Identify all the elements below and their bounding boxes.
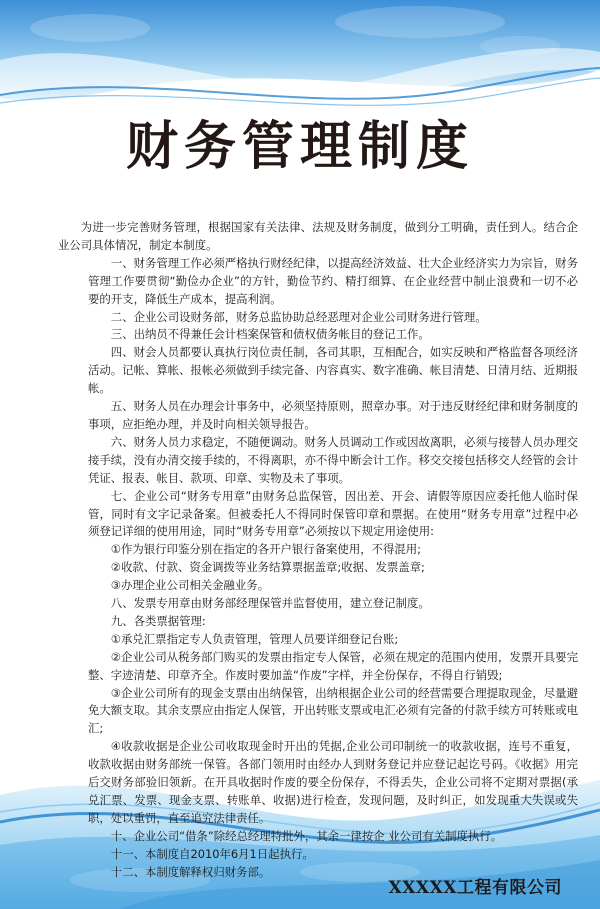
company-name: XXXXX工程有限公司 xyxy=(388,878,562,898)
clause: 十二、本制度解释权归财务部。 xyxy=(110,864,271,879)
sub-clause: ③企业公司所有的现金支票由出纳保管，出纳根据企业公司的经营需要合理提取现金，尽量避免大额支取。其余支票应由指定人保管，开出转账支票或电汇必须有完备的付款手续方可转账或电汇; xyxy=(88,685,578,736)
sub-clause: ②收款、付款、资金调拨等业务结算票据盖章;收据、发票盖章; xyxy=(110,560,425,575)
clause: 八、发票专用章由财务部经理保管并监督使用，建立登记制度。 xyxy=(110,596,430,611)
sub-clause: ①作为银行印鉴分别在指定的各开户银行备案使用，不得混用; xyxy=(110,542,422,557)
sub-clause: ④收款收据是企业公司收取现金时开出的凭据,企业公司印制统一的收款收据，连号不重复，收款收据由财务部统一保管。各部门领用时由经办人到财务登记并应登记起讫号码。《收据》用完后交财务部验旧领新。在开具收据时作废的要全份保存，不得丢失，企业公司将不定期对票据(承兑汇票、发票、现金支票、转账单、收据)进行检查，发现问题，及时纠正，如发现重大失误或失职，处以重罚，直至追究法律责任。 xyxy=(88,739,578,825)
page-title: 财务管理制度 xyxy=(125,117,474,177)
clause: 一、财务管理工作必须严格执行财经纪律，以提高经济效益、壮大企业经济实力为宗旨，财务管理工作要贯彻“勤俭办企业”的方针，勤俭节约、精打细算、在企业经营中制止浪费和一切不必要的开支，降低生产成本，提高利润。 xyxy=(88,255,578,306)
sub-clause: ①承兑汇票指定专人负责管理，管理人员要详细登记台账; xyxy=(110,631,399,646)
clause: 二、企业公司设财务部，财务总监协助总经恶理对企业公司财务进行管理。 xyxy=(110,309,487,324)
document-body xyxy=(58,219,578,882)
sub-clause: ②企业公司从税务部门购买的发票由指定专人保管，必须在规定的范围内使用，发票开具要完整、字迹清楚、印章齐全。作废时要加盖“作废”字样，并全份保存，不得自行销毁; xyxy=(88,649,578,682)
intro-paragraph: 为进一步完善财务管理，根据国家有关法律、法规及财务制度，做到分工明确，责任到人。结合企业公司具体情况，制定本制度。 xyxy=(58,220,578,252)
clause: 四、财会人员都要认真执行岗位责任制，各司其职，互相配合，如实反映和严格监督各项经济活动。记帐、算帐、报帐必须做到手续完备、内容真实、数字准确、帐目清楚、日清月结、近期报帐。 xyxy=(88,345,578,396)
clause: 七、企业公司“财务专用章”由财务总监保管，因出差、开会、请假等原因应委托他人临时保管，同时有文字记录备案。但被委托人不得同时保管印章和票据。在使用“财务专用章”过程中必须登记详细的使用用途，同时“财务专用章”必须按以下规定用途使用: xyxy=(88,488,578,539)
clause: 十、企业公司“借条”除经总经理特批外，其余一律按企 业公司有关制度执行。 xyxy=(110,828,503,843)
clause: 三、出纳员不得兼任会计档案保管和债权债务帐目的登记工作。 xyxy=(110,327,430,342)
clause: 六、财务人员力求稳定，不随便调动。财务人员调动工作或因故离职，必须与接替人员办理交接手续，没有办清交接手续的，不得离职，亦不得中断会计工作。移交交接包括移交人经管的会计凭证、报表、帐目、款项、印章、实物及未了事项。 xyxy=(88,434,578,485)
clause: 十一、本制度自2010年6月1日起执行。 xyxy=(110,846,314,861)
clause: 五、财务人员在办理会计事务中，必须坚持原则，照章办事。对于违反财经纪律和财务制度的事项，应拒绝办理，并及时向相关领导报告。 xyxy=(88,399,578,431)
clause: 九、各类票据管理: xyxy=(110,613,206,628)
sub-clause: ③办理企业公司相关金融业务。 xyxy=(110,578,270,593)
